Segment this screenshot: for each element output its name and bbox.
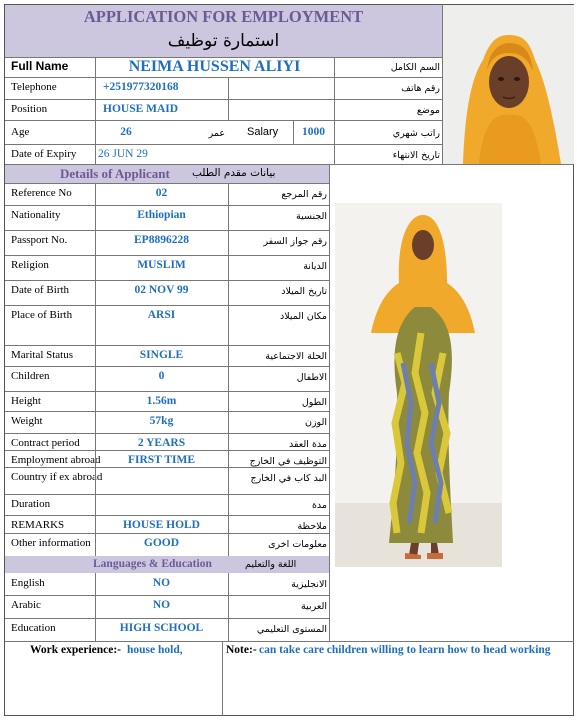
work-experience-value: house hold, xyxy=(127,644,183,656)
language-row-value-1: NO xyxy=(152,599,171,611)
details-row-value-7: 0 xyxy=(158,370,165,382)
telephone-label: Telephone xyxy=(11,81,57,93)
details-title-arabic: بيانات مقدم الطلب xyxy=(192,167,276,179)
form-title-arabic: استمارة توظيف xyxy=(167,31,280,51)
language-row-label-0: English xyxy=(11,577,45,589)
details-row-label-8: Height xyxy=(11,395,41,407)
note-value: can take care children willing to learn how to head working xyxy=(259,644,551,656)
details-row-arabic-4: تاريخ الميلاد xyxy=(281,286,327,297)
work-experience-label: Work experience:- xyxy=(30,644,122,656)
details-row-label-15: Other information xyxy=(11,537,91,549)
details-row-value-0: 02 xyxy=(155,187,168,199)
details-row-label-3: Religion xyxy=(11,259,49,271)
details-row-value-9: 57kg xyxy=(149,415,174,427)
age-label: Age xyxy=(11,126,30,138)
details-row-value-14: HOUSE HOLD xyxy=(122,519,200,531)
form-title: APPLICATION FOR EMPLOYMENT xyxy=(83,7,364,26)
details-row-arabic-0: رقم المرجع xyxy=(281,189,327,200)
headshot-illustration xyxy=(443,5,574,164)
details-row-arabic-1: الجنسية xyxy=(296,211,327,222)
language-row-label-1: Arabic xyxy=(11,599,41,611)
position-label: Position xyxy=(11,103,48,115)
details-row-label-9: Weight xyxy=(11,415,43,427)
details-row-value-10: 2 YEARS xyxy=(137,437,186,449)
details-row-label-5: Place of Birth xyxy=(11,309,73,321)
details-row-arabic-12: البد كاب في الخارج xyxy=(250,473,327,484)
details-row-arabic-15: معلومات اخرى xyxy=(268,539,327,550)
details-row-arabic-10: مدة العقد xyxy=(289,439,327,450)
details-row-arabic-2: رقم جواز السفر xyxy=(263,236,327,247)
details-row-arabic-11: التوظيف في الخارج xyxy=(249,456,327,467)
details-row-label-11: Employment abroad xyxy=(11,454,101,466)
position-value: HOUSE MAID xyxy=(103,103,179,115)
position-arabic: موضع xyxy=(416,105,440,116)
details-row-value-1: Ethiopian xyxy=(137,209,186,221)
applicant-headshot xyxy=(443,5,574,164)
language-row-arabic-2: المستوى التعليمي xyxy=(256,624,327,635)
details-row-arabic-5: مكان الميلاد xyxy=(279,311,327,322)
language-row-label-2: Education xyxy=(11,622,56,634)
applicant-full-photo xyxy=(335,203,502,567)
salary-label: Salary xyxy=(247,126,279,138)
details-row-value-4: 02 NOV 99 xyxy=(134,284,189,296)
languages-title-arabic: اللغة والتعليم xyxy=(245,559,297,570)
details-row-arabic-7: الاطفال xyxy=(296,372,327,383)
full-name-arabic: السم الكامل xyxy=(390,62,440,73)
language-row-value-2: HIGH SCHOOL xyxy=(119,622,204,634)
language-row-arabic-0: الانجليزية xyxy=(291,579,327,590)
age-arabic: عمر xyxy=(208,128,225,139)
expiry-label: Date of Expiry xyxy=(11,148,77,160)
salary-value: 1000 xyxy=(302,126,325,138)
details-row-arabic-14: ملاحظة xyxy=(297,521,327,532)
details-title: Details of Applicant xyxy=(60,166,170,181)
details-row-value-8: 1.56m xyxy=(146,395,177,407)
details-row-label-6: Marital Status xyxy=(11,349,74,361)
details-row-arabic-6: الحلة الاجتماعية xyxy=(265,351,327,362)
details-row-arabic-13: مدة xyxy=(311,500,327,511)
full-name-value: NEIMA HUSSEN ALIYI xyxy=(128,58,301,75)
salary-arabic: راتب شهري xyxy=(392,128,440,139)
details-row-label-10: Contract period xyxy=(11,437,80,449)
languages-title: Languages & Education xyxy=(93,558,212,570)
expiry-arabic: تاريخ الانتهاء xyxy=(392,150,440,161)
details-row-value-2: EP8896228 xyxy=(134,234,189,246)
note-label: Note:- xyxy=(226,644,257,656)
full-name-label: Full Name xyxy=(11,59,69,73)
details-row-label-2: Passport No. xyxy=(11,234,68,246)
details-row-arabic-9: الوزن xyxy=(304,417,327,428)
details-row-label-7: Children xyxy=(11,370,50,382)
language-row-arabic-1: العربية xyxy=(301,601,327,612)
details-row-label-12: Country if ex abroad xyxy=(11,471,103,483)
telephone-value: +251977320168 xyxy=(103,81,179,93)
details-row-value-5: ARSI xyxy=(147,309,176,321)
details-row-value-11: FIRST TIME xyxy=(127,454,195,466)
details-row-arabic-3: الديانة xyxy=(303,261,327,272)
telephone-arabic: رقم هاتف xyxy=(401,83,440,94)
details-row-arabic-8: الطول xyxy=(301,397,327,408)
language-row-value-0: NO xyxy=(152,577,171,589)
details-row-label-1: Nationality xyxy=(11,209,61,221)
details-row-label-0: Reference No xyxy=(11,187,72,199)
details-row-value-6: SINGLE xyxy=(139,349,184,361)
details-row-label-13: Duration xyxy=(11,498,51,510)
details-row-value-3: MUSLIM xyxy=(137,259,186,271)
age-value: 26 xyxy=(120,126,132,138)
details-row-label-4: Date of Birth xyxy=(11,284,70,296)
details-row-label-14: REMARKS xyxy=(11,519,65,531)
expiry-value: 26 JUN 29 xyxy=(98,148,148,160)
details-row-value-15: GOOD xyxy=(143,537,180,549)
full-photo-illustration xyxy=(335,203,502,567)
